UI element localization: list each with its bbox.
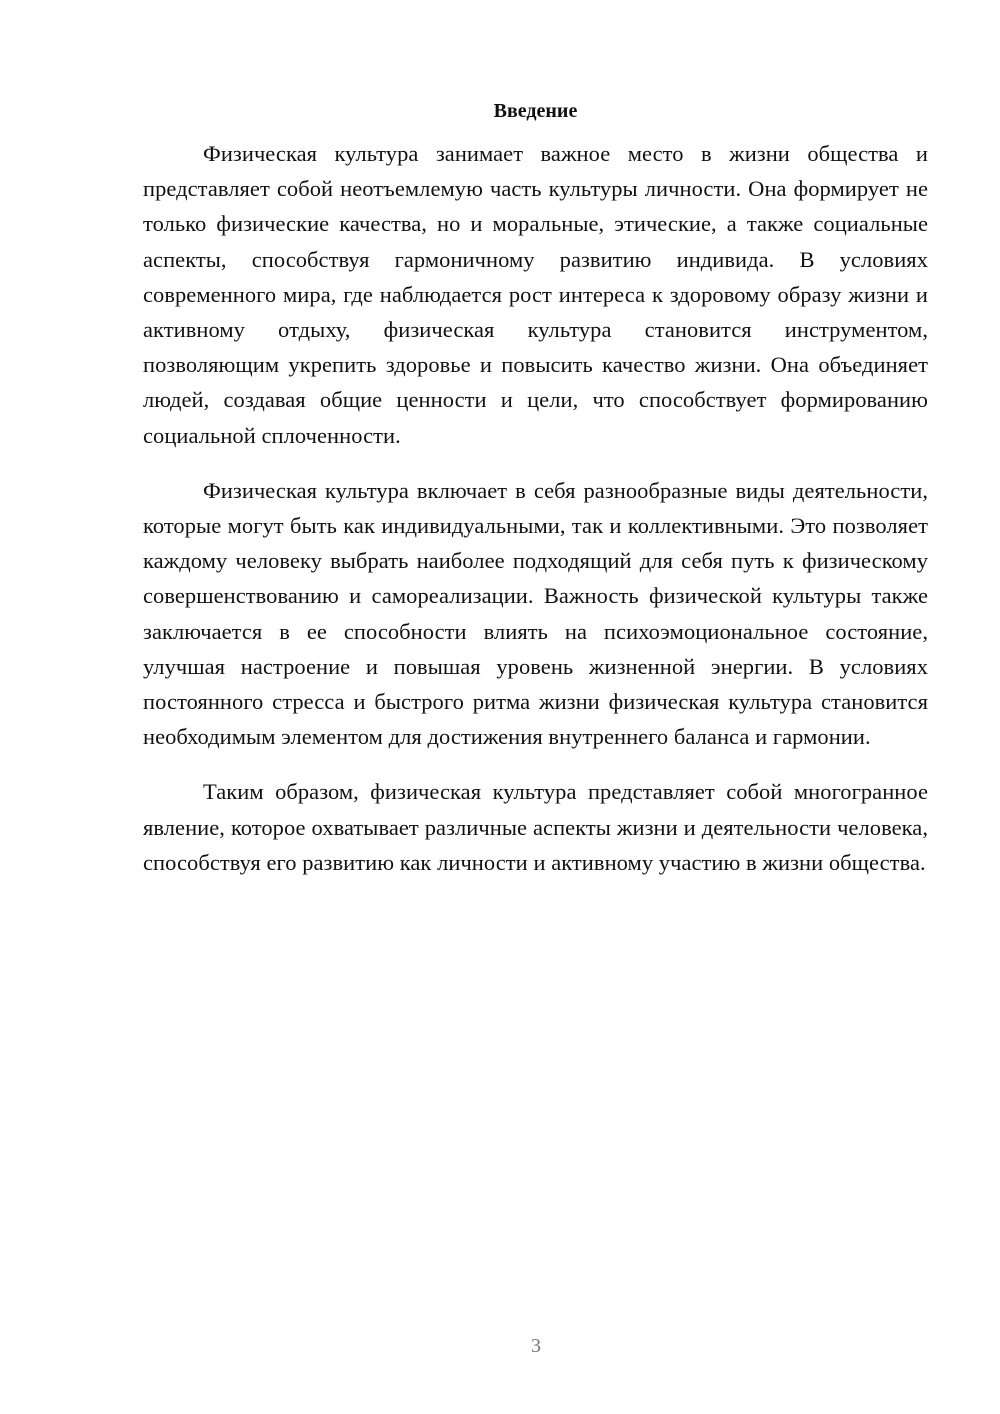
- paragraph-activities: Физическая культура включает в себя разнообразные виды деятельности, которые могут быть как индивидуальными, так и коллективными. Это позволяет каждому человеку выбрать наиболее подходящий для себя путь к физическому совершенствованию и самореализации. Важность физической культуры также заключается в ее способности влиять на психоэмоциональное состояние, улучшая настроение и повышая уровень жизненной энергии. В условиях постоянного стресса и быстрого ритма жизни физическая культура становится необходимым элементом для достижения внутреннего баланса и гармонии.: [143, 477, 928, 750]
- paragraph-conclusion: Таким образом, физическая культура представляет собой многогранное явление, которое охватывает различные аспекты жизни и деятельности человека, способствуя его развитию как личности и активному участию в жизни общества.: [143, 779, 928, 875]
- page-number: 3: [531, 1335, 541, 1357]
- paragraph-intro: Физическая культура занимает важное место в жизни общества и представляет собой неотъемлемую часть культуры личности. Она формирует не только физические качества, но и моральные, этические, а также социальные аспекты, способствуя гармоничному развитию индивида. В условиях современного мира, где наблюдается рост интереса к здоровому образу жизни и активному отдыху, физическая культура становится инструментом, позволяющим укрепить здоровье и повысить качество жизни. Она объединяет людей, создавая общие ценности и цели, что способствует формированию социальной сплоченности.: [143, 141, 928, 448]
- section-title: Введение: [493, 100, 578, 122]
- document-content: [143, 96, 928, 900]
